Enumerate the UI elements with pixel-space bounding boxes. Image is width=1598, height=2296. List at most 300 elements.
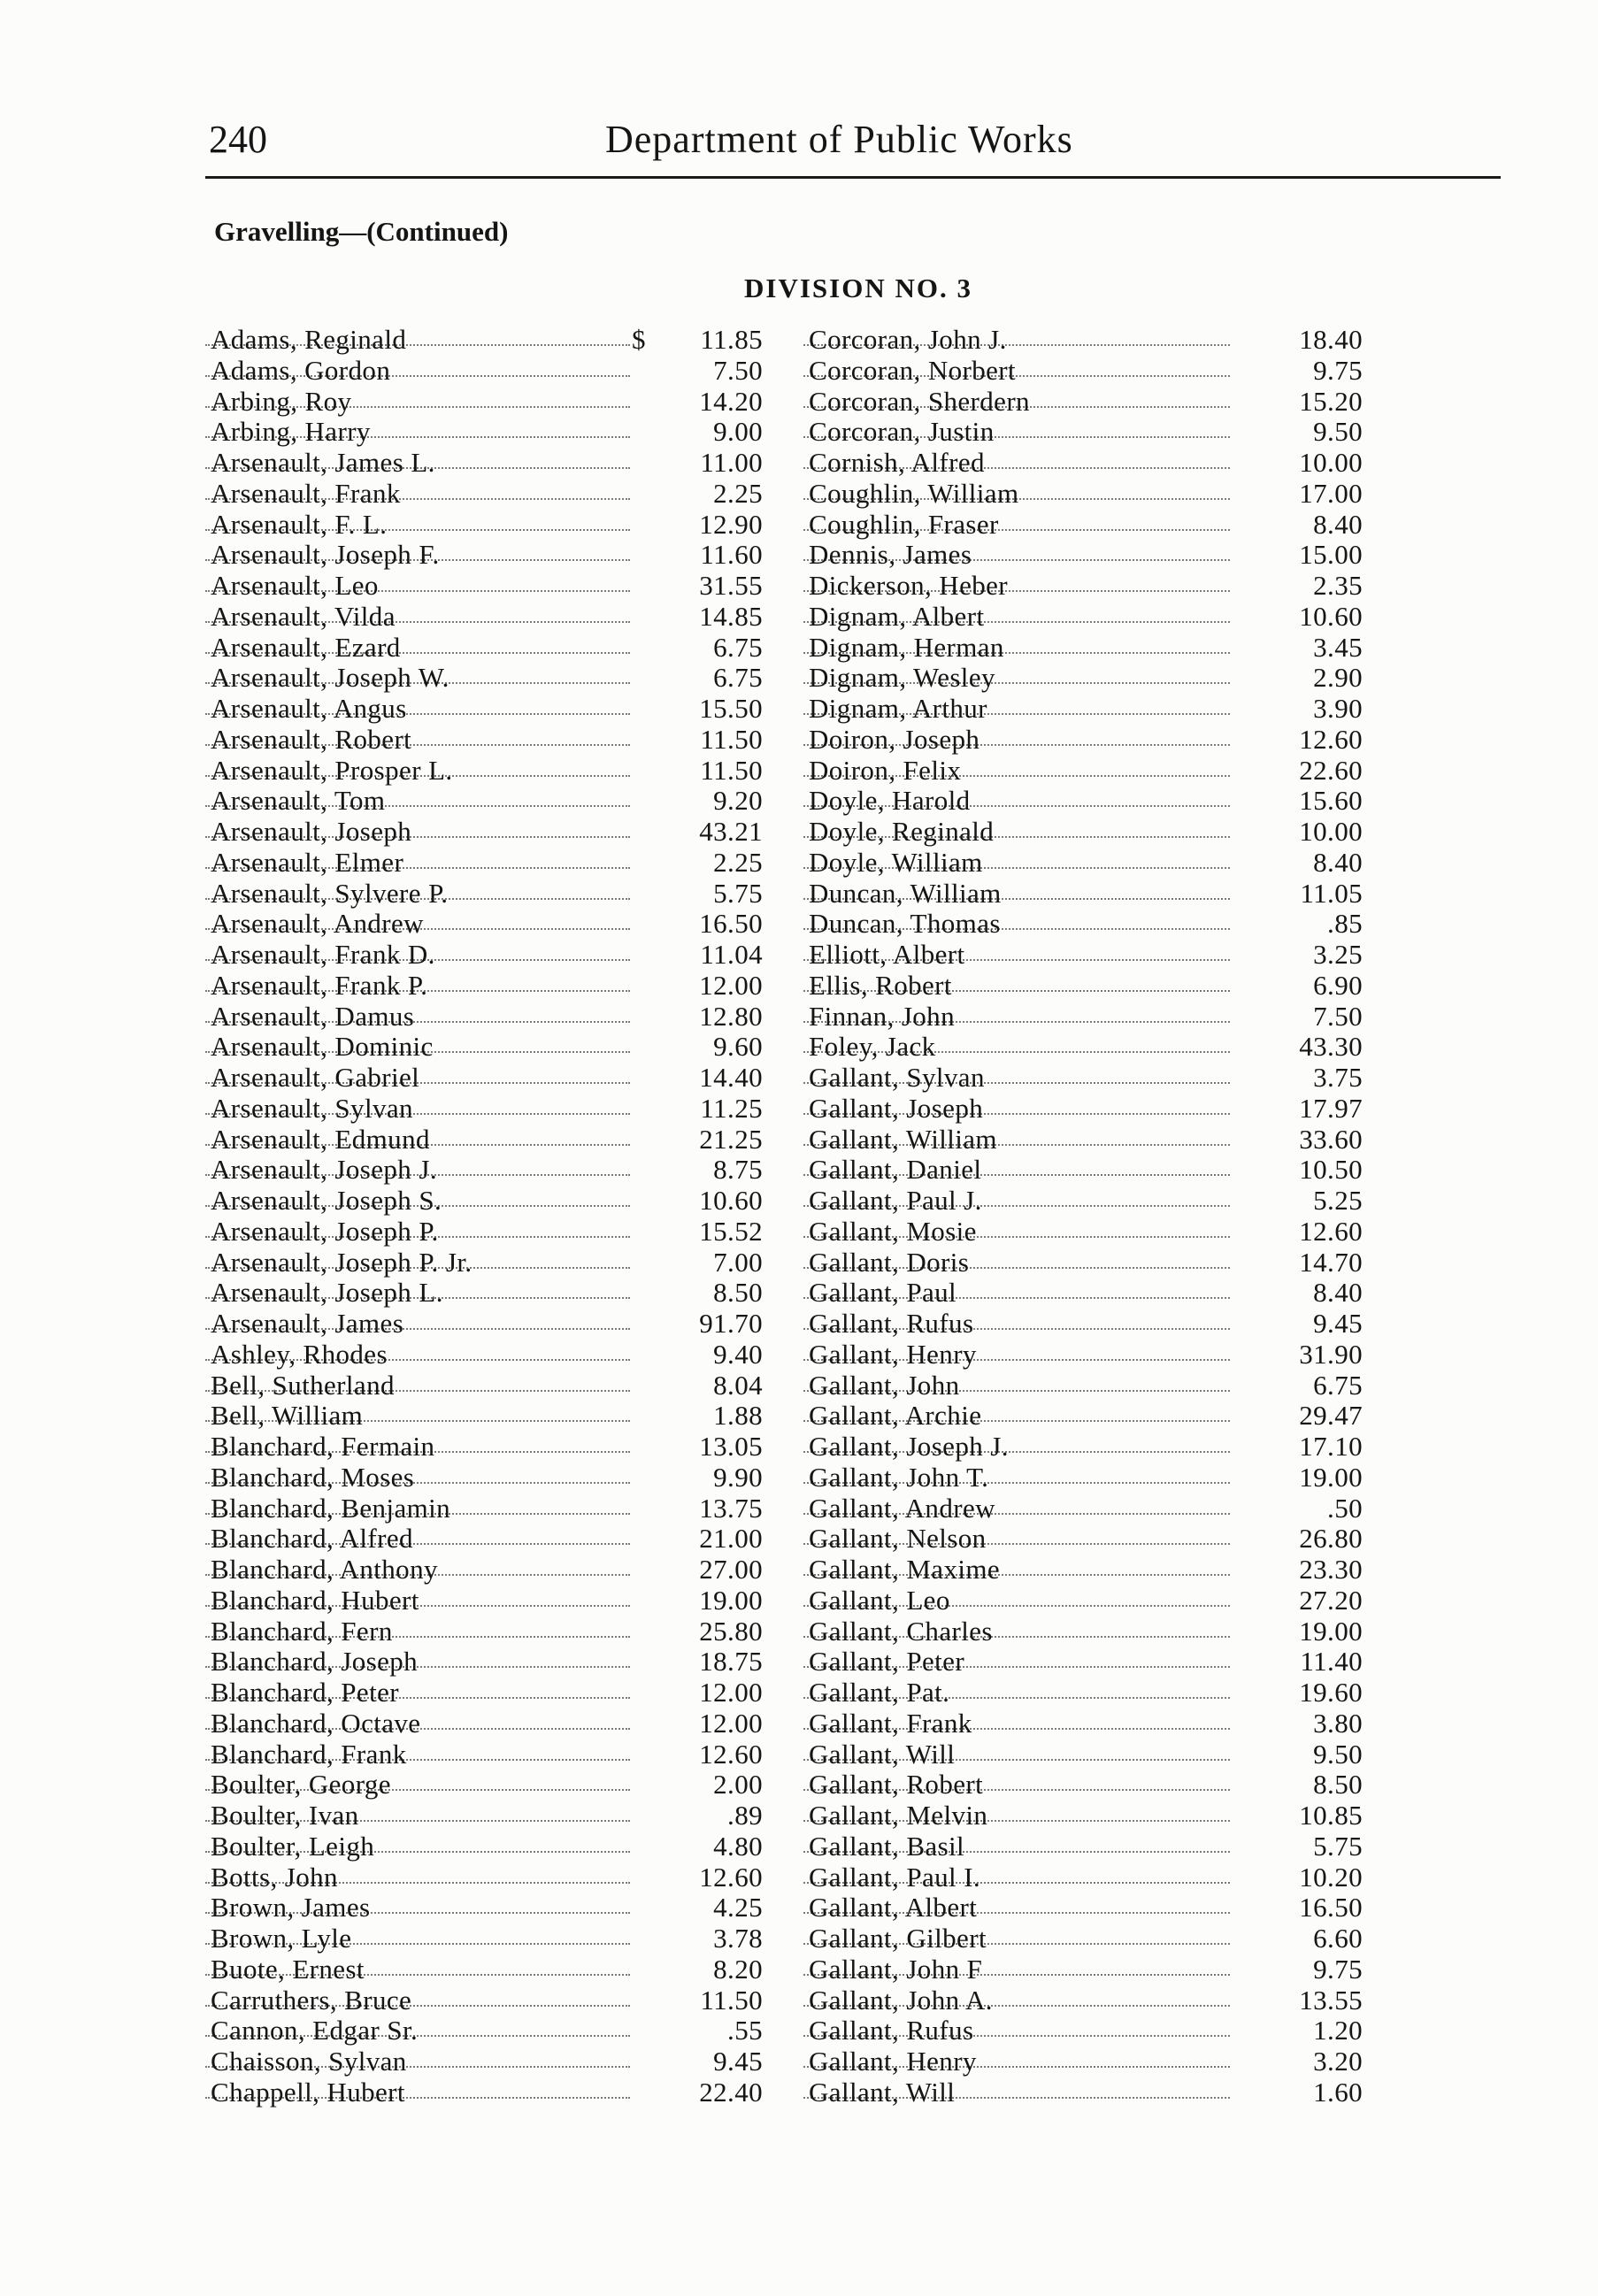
payment-amount: 9.75 <box>1313 354 1363 386</box>
payee-name: Gallant, Will <box>809 2076 956 2108</box>
list-item <box>803 1555 1363 1586</box>
payee-name: Blanchard, Octave <box>211 1707 421 1739</box>
list-item <box>205 1586 763 1616</box>
payee-name: Blanchard, Fermain <box>211 1431 435 1462</box>
payment-amount: 11.50 <box>700 754 763 786</box>
payee-name: Gallant, Paul J. <box>809 1185 982 1216</box>
payment-amount: 9.75 <box>1313 1953 1363 1985</box>
header-rule <box>205 176 1501 179</box>
payee-name: Blanchard, Hubert <box>211 1584 419 1616</box>
payment-amount: 11.00 <box>700 447 763 478</box>
payment-amount: 1.60 <box>1313 2076 1363 2108</box>
list-item <box>803 1586 1363 1616</box>
payee-name: Cornish, Alfred <box>809 447 985 478</box>
payee-name: Duncan, Thomas <box>809 908 1001 940</box>
list-item <box>803 971 1363 1002</box>
payment-amount: 10.60 <box>699 1185 763 1216</box>
payee-name: Boulter, Ivan <box>211 1800 359 1831</box>
list-item <box>803 1524 1363 1555</box>
payee-name: Arsenault, Leo <box>211 570 379 601</box>
payee-name: Doiron, Joseph <box>809 723 980 755</box>
payee-name: Arsenault, Joseph S. <box>211 1185 442 1216</box>
list-item <box>803 1155 1363 1186</box>
list-item <box>803 1831 1363 1862</box>
payee-name: Blanchard, Benjamin <box>211 1492 451 1524</box>
payee-name: Ashley, Rhodes <box>211 1338 388 1370</box>
payment-amount: 14.85 <box>699 600 763 632</box>
payment-amount: 19.00 <box>699 1584 763 1616</box>
list-item <box>205 909 763 940</box>
payment-amount: 19.00 <box>1299 1461 1363 1493</box>
payment-amount: 43.30 <box>1299 1031 1363 1063</box>
payee-name: Chaisson, Sylvan <box>211 2046 407 2077</box>
payment-amount: 11.25 <box>700 1092 763 1124</box>
payee-name: Gallant, Melvin <box>809 1800 988 1831</box>
list-item <box>205 1340 763 1371</box>
list-item <box>803 1032 1363 1063</box>
payment-amount: 14.40 <box>699 1062 763 1093</box>
payee-name: Gallant, Will <box>809 1738 956 1770</box>
list-item <box>205 1217 763 1248</box>
payment-amount: 10.00 <box>1299 816 1363 847</box>
payment-amount: 1.88 <box>713 1400 763 1432</box>
payment-amount: 7.50 <box>1313 1000 1363 1032</box>
payee-name: Dennis, James <box>809 539 972 571</box>
list-item <box>205 2077 763 2108</box>
list-item <box>803 1063 1363 1094</box>
payee-name: Brown, James <box>211 1892 371 1924</box>
payee-name: Adams, Reginald <box>211 324 407 355</box>
payment-amount: 18.75 <box>699 1646 763 1678</box>
payee-name: Coughlin, Fraser <box>809 508 999 540</box>
payee-name: Buote, Ernest <box>211 1953 365 1985</box>
list-item <box>803 1924 1363 1954</box>
list-item <box>803 1801 1363 1831</box>
payee-name: Gallant, Basil <box>809 1830 965 1862</box>
payee-name: Arsenault, Elmer <box>211 846 404 878</box>
payment-amount: 2.35 <box>1313 570 1363 601</box>
list-item <box>803 1401 1363 1432</box>
payment-amount: 19.60 <box>1299 1677 1363 1708</box>
payment-amount: 2.25 <box>713 846 763 878</box>
list-item <box>205 1893 763 1924</box>
list-item <box>803 1678 1363 1709</box>
list-item <box>205 1954 763 1985</box>
list-item <box>803 2046 1363 2077</box>
payee-name: Dignam, Albert <box>809 600 985 632</box>
list-item <box>205 387 763 418</box>
payment-amount: 11.60 <box>700 539 763 571</box>
payment-amount: 12.60 <box>699 1738 763 1770</box>
payee-name: Gallant, John <box>809 1369 960 1401</box>
payment-amount: 7.50 <box>713 354 763 386</box>
payee-name: Foley, Jack <box>809 1031 936 1063</box>
payment-amount: 11.04 <box>700 939 763 970</box>
payee-name: Boulter, George <box>211 1769 391 1801</box>
payee-name: Dignam, Wesley <box>809 662 995 694</box>
list-item <box>803 1893 1363 1924</box>
page-title: Department of Public Works <box>605 118 1073 161</box>
list-item <box>803 1309 1363 1340</box>
payee-name: Gallant, Leo <box>809 1584 950 1616</box>
page-header <box>205 113 1497 166</box>
payment-amount: 6.60 <box>1313 1923 1363 1954</box>
list-item <box>205 1647 763 1678</box>
payment-amount: 21.00 <box>699 1523 763 1555</box>
payment-amount: 10.60 <box>1299 600 1363 632</box>
section-title: Gravelling—(Continued) <box>214 216 509 247</box>
list-item <box>205 417 763 448</box>
list-item <box>803 694 1363 725</box>
payee-name: Arbing, Harry <box>211 416 371 448</box>
payment-amount: 11.50 <box>700 723 763 755</box>
payee-name: Gallant, Doris <box>809 1246 970 1278</box>
payment-amount: 27.00 <box>699 1554 763 1585</box>
list-item <box>205 1155 763 1186</box>
payment-amount: 12.60 <box>699 1861 763 1893</box>
payee-name: Arsenault, Joseph P. <box>211 1215 439 1247</box>
payee-name: Arsenault, Joseph J. <box>211 1154 437 1186</box>
payment-amount: 4.25 <box>713 1892 763 1924</box>
payment-amount: 15.00 <box>1299 539 1363 571</box>
payment-amount: 15.50 <box>699 693 763 724</box>
list-item <box>803 633 1363 664</box>
payment-amount: 10.00 <box>1299 447 1363 478</box>
payee-name: Corcoran, John J. <box>809 324 1007 355</box>
list-item <box>205 1924 763 1954</box>
list-item <box>205 663 763 694</box>
list-item <box>803 1002 1363 1033</box>
right-column-list <box>803 325 1363 2108</box>
payee-name: Arsenault, Damus <box>211 1000 415 1032</box>
list-item <box>205 633 763 664</box>
payee-name: Doyle, William <box>809 846 983 878</box>
payment-amount: 12.80 <box>699 1000 763 1032</box>
payee-name: Gallant, Robert <box>809 1769 984 1801</box>
payee-name: Arsenault, Edmund <box>211 1123 430 1155</box>
payment-amount: 7.00 <box>713 1246 763 1278</box>
payee-name: Coughlin, William <box>809 477 1019 509</box>
payment-amount: 13.05 <box>699 1431 763 1462</box>
payee-name: Arsenault, F. L. <box>211 508 388 540</box>
list-item <box>803 1862 1363 1893</box>
payee-name: Gallant, Peter <box>809 1646 965 1678</box>
payee-name: Blanchard, Alfred <box>211 1523 413 1555</box>
payment-amount: 3.25 <box>1313 939 1363 970</box>
list-item <box>803 756 1363 787</box>
payee-name: Brown, Lyle <box>211 1923 352 1954</box>
payee-name: Arsenault, Andrew <box>211 908 424 940</box>
payment-amount: 11.05 <box>1300 877 1363 909</box>
payment-amount: 9.45 <box>713 2046 763 2077</box>
payment-amount: 16.50 <box>1299 1892 1363 1924</box>
payment-amount: 3.78 <box>713 1923 763 1954</box>
payment-amount: 9.20 <box>713 785 763 817</box>
payee-name: Arsenault, Joseph W. <box>211 662 449 694</box>
list-item <box>205 1801 763 1831</box>
payee-name: Arsenault, James L. <box>211 447 435 478</box>
payment-amount: 11.50 <box>700 1984 763 2016</box>
payment-amount: 9.40 <box>713 1338 763 1370</box>
list-item <box>803 2016 1363 2046</box>
payee-name: Blanchard, Fern <box>211 1615 393 1647</box>
payment-amount: 12.60 <box>1299 1215 1363 1247</box>
payee-name: Gallant, Pat. <box>809 1677 950 1708</box>
payee-name: Gallant, Paul <box>809 1277 957 1309</box>
payment-amount: 17.00 <box>1299 477 1363 509</box>
list-item <box>803 571 1363 602</box>
payment-amount: 16.50 <box>699 908 763 940</box>
payment-amount: 1.20 <box>1313 2015 1363 2046</box>
payee-name: Gallant, Archie <box>809 1400 982 1432</box>
payee-name: Arbing, Roy <box>211 385 352 417</box>
payment-amount: 17.97 <box>1299 1092 1363 1124</box>
payee-name: Finnan, John <box>809 1000 955 1032</box>
list-item <box>803 786 1363 817</box>
list-item <box>803 1432 1363 1463</box>
payee-name: Bell, Sutherland <box>211 1369 395 1401</box>
payment-amount: 11.85 <box>700 324 763 355</box>
payee-name: Boulter, Leigh <box>211 1830 375 1862</box>
list-item <box>205 1862 763 1893</box>
payee-name: Gallant, Nelson <box>809 1523 987 1555</box>
list-item <box>803 1248 1363 1279</box>
list-item <box>205 1739 763 1770</box>
payee-name: Arsenault, Joseph P. Jr. <box>211 1246 472 1278</box>
payment-amount: 23.30 <box>1299 1554 1363 1585</box>
payment-amount: 6.75 <box>1313 1369 1363 1401</box>
list-item <box>205 1309 763 1340</box>
list-item <box>205 448 763 479</box>
payee-name: Gallant, John F <box>809 1953 983 1985</box>
payee-name: Blanchard, Anthony <box>211 1554 438 1585</box>
payment-amount: 25.80 <box>699 1615 763 1647</box>
payee-name: Arsenault, Prosper L. <box>211 754 453 786</box>
list-item <box>803 879 1363 910</box>
payee-name: Arsenault, Robert <box>211 723 412 755</box>
payee-name: Arsenault, Frank D. <box>211 939 435 970</box>
list-item <box>205 848 763 879</box>
payment-amount: 3.90 <box>1313 693 1363 724</box>
list-item <box>205 1248 763 1279</box>
payee-name: Gallant, Gilbert <box>809 1923 987 1954</box>
list-item <box>803 1094 1363 1125</box>
payment-amount: 8.50 <box>1313 1769 1363 1801</box>
payee-name: Elliott, Albert <box>809 939 965 970</box>
payment-amount: 2.25 <box>713 477 763 509</box>
list-item <box>205 1831 763 1862</box>
payment-amount: 15.52 <box>699 1215 763 1247</box>
list-item <box>205 2016 763 2046</box>
payment-amount: 26.80 <box>1299 1523 1363 1555</box>
payment-amount: 22.60 <box>1299 754 1363 786</box>
payment-amount: 10.20 <box>1299 1861 1363 1893</box>
payment-amount: .55 <box>727 2015 763 2046</box>
payee-name: Gallant, Albert <box>809 1892 978 1924</box>
payment-amount: .89 <box>727 1800 763 1831</box>
list-item <box>205 694 763 725</box>
list-item <box>205 1463 763 1494</box>
payment-amount: 27.20 <box>1299 1584 1363 1616</box>
payee-name: Dignam, Herman <box>809 631 1004 663</box>
payee-name: Gallant, Paul I. <box>809 1861 981 1893</box>
payee-name: Ellis, Robert <box>809 969 952 1001</box>
list-item <box>205 1063 763 1094</box>
payment-amount: 9.60 <box>713 1031 763 1063</box>
payee-name: Gallant, Daniel <box>809 1154 982 1186</box>
payment-amount: 14.70 <box>1299 1246 1363 1278</box>
list-item <box>205 786 763 817</box>
list-item <box>205 1524 763 1555</box>
payment-amount: 21.25 <box>699 1123 763 1155</box>
payment-amount: 6.75 <box>713 662 763 694</box>
list-item <box>803 448 1363 479</box>
payee-name: Adams, Gordon <box>211 354 391 386</box>
payee-name: Bell, William <box>211 1400 364 1432</box>
list-item <box>803 510 1363 541</box>
payment-amount: 15.20 <box>1299 385 1363 417</box>
payment-amount: 9.45 <box>1313 1308 1363 1339</box>
list-item <box>803 1494 1363 1524</box>
payee-name: Arsenault, Sylvan <box>211 1092 413 1124</box>
list-item <box>803 663 1363 694</box>
list-item <box>803 387 1363 418</box>
payment-amount: 19.00 <box>1299 1615 1363 1647</box>
payee-name: Botts, John <box>211 1861 338 1893</box>
payment-amount: 9.50 <box>1313 1738 1363 1770</box>
division-title: DIVISION NO. 3 <box>744 273 972 303</box>
payee-name: Gallant, Charles <box>809 1615 993 1647</box>
list-item <box>205 879 763 910</box>
list-item <box>803 1770 1363 1801</box>
list-item <box>205 1770 763 1801</box>
list-item <box>205 1401 763 1432</box>
payment-amount: 8.20 <box>713 1953 763 1985</box>
payee-name: Gallant, Rufus <box>809 2015 974 2046</box>
list-item <box>803 1371 1363 1401</box>
payment-amount: 3.75 <box>1313 1062 1363 1093</box>
left-column-list <box>205 325 763 2108</box>
list-item <box>205 1555 763 1586</box>
payment-amount: 91.70 <box>699 1308 763 1339</box>
payee-name: Corcoran, Justin <box>809 416 995 448</box>
list-item <box>205 1616 763 1647</box>
payee-name: Gallant, William <box>809 1123 997 1155</box>
payee-name: Gallant, Sylvan <box>809 1062 985 1093</box>
payment-amount: 5.25 <box>1313 1185 1363 1216</box>
payment-amount: 8.04 <box>713 1369 763 1401</box>
list-item <box>205 325 763 356</box>
payee-name: Arsenault, Frank P. <box>211 969 428 1001</box>
payee-name: Blanchard, Moses <box>211 1461 415 1493</box>
payment-amount: .85 <box>1327 908 1363 940</box>
list-item <box>205 1494 763 1524</box>
payee-name: Cannon, Edgar Sr. <box>211 2015 419 2046</box>
list-item <box>803 325 1363 356</box>
payee-name: Dignam, Arthur <box>809 693 987 724</box>
payment-amount: 15.60 <box>1299 785 1363 817</box>
list-item <box>803 540 1363 571</box>
payee-name: Doyle, Reginald <box>809 816 995 847</box>
list-item <box>205 602 763 633</box>
list-item <box>205 1278 763 1309</box>
payment-amount: 13.75 <box>699 1492 763 1524</box>
payment-amount: 8.40 <box>1313 846 1363 878</box>
payment-amount: 29.47 <box>1299 1400 1363 1432</box>
payment-amount: 3.80 <box>1313 1707 1363 1739</box>
list-item <box>803 356 1363 387</box>
payment-amount: 43.21 <box>699 816 763 847</box>
payment-amount: 3.20 <box>1313 2046 1363 2077</box>
list-item <box>205 571 763 602</box>
list-item <box>205 1094 763 1125</box>
payee-name: Arsenault, Ezard <box>211 631 401 663</box>
payee-name: Arsenault, Dominic <box>211 1031 434 1063</box>
payee-name: Gallant, Henry <box>809 1338 977 1370</box>
payment-amount: 9.50 <box>1313 416 1363 448</box>
list-item <box>803 1463 1363 1494</box>
list-item <box>205 756 763 787</box>
list-item <box>205 510 763 541</box>
list-item <box>803 1985 1363 2016</box>
list-item <box>803 417 1363 448</box>
payment-amount: 8.40 <box>1313 508 1363 540</box>
list-item <box>205 725 763 756</box>
payee-name: Arsenault, James <box>211 1308 404 1339</box>
list-item <box>205 479 763 510</box>
list-item <box>205 971 763 1002</box>
payment-amount: 5.75 <box>1313 1830 1363 1862</box>
payee-name: Arsenault, Gabriel <box>211 1062 420 1093</box>
payee-name: Gallant, John T. <box>809 1461 989 1493</box>
list-item <box>205 1432 763 1463</box>
payment-amount: 6.75 <box>713 631 763 663</box>
payee-name: Arsenault, Joseph F. <box>211 539 440 571</box>
list-item <box>803 602 1363 633</box>
list-item <box>803 1125 1363 1156</box>
list-item <box>803 1340 1363 1371</box>
list-item <box>803 1647 1363 1678</box>
list-item <box>803 1709 1363 1739</box>
payee-name: Gallant, Maxime <box>809 1554 1001 1585</box>
payment-amount: 8.40 <box>1313 1277 1363 1309</box>
list-item <box>205 1709 763 1739</box>
list-item <box>803 1217 1363 1248</box>
payee-name: Doyle, Harold <box>809 785 971 817</box>
list-item <box>205 1032 763 1063</box>
payee-name: Gallant, Rufus <box>809 1308 974 1339</box>
payee-name: Blanchard, Joseph <box>211 1646 419 1678</box>
list-item <box>205 1371 763 1401</box>
payee-name: Arsenault, Vilda <box>211 600 396 632</box>
payment-amount: 31.90 <box>1299 1338 1363 1370</box>
list-item <box>205 1186 763 1217</box>
payee-name: Duncan, William <box>809 877 1002 909</box>
list-item <box>803 848 1363 879</box>
payment-amount: 12.60 <box>1299 723 1363 755</box>
payment-amount: 12.90 <box>699 508 763 540</box>
page-number: 240 <box>209 118 267 161</box>
payee-name: Arsenault, Joseph <box>211 816 412 847</box>
payment-amount: 3.45 <box>1313 631 1363 663</box>
payment-amount: 4.80 <box>713 1830 763 1862</box>
list-item <box>205 817 763 848</box>
payee-name: Chappell, Hubert <box>211 2076 405 2108</box>
payee-name: Arsenault, Frank <box>211 477 401 509</box>
list-item <box>205 540 763 571</box>
payee-name: Gallant, Mosie <box>809 1215 977 1247</box>
payee-name: Gallant, Frank <box>809 1707 972 1739</box>
